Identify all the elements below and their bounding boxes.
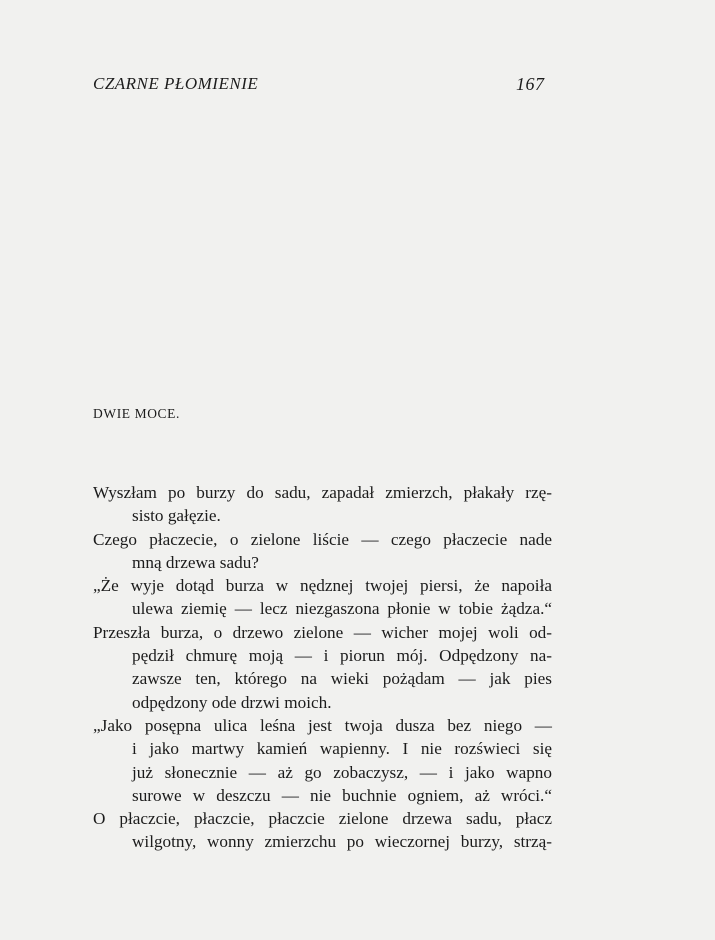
text-line: surowe w deszczu — nie buchnie ogniem, aż wróci.“: [132, 785, 552, 805]
running-header-title: CZARNE PŁOMIENIE: [93, 74, 259, 93]
page-number: 167: [516, 74, 545, 94]
text-line: i jako martwy kamień wapienny. I nie rozświeci się: [132, 739, 552, 759]
text-line: Przeszła burza, o drzewo zielone — wicher mojej woli od-: [93, 622, 552, 642]
text-line: wilgotny, wonny zmierzchu po wieczornej burzy, strzą-: [132, 832, 552, 852]
text-line: sisto gałęzie.: [132, 506, 221, 526]
text-line: „Jako posępna ulica leśna jest twoja dusza bez niego —: [93, 715, 552, 735]
text-line: mną drzewa sadu?: [132, 552, 259, 572]
text-line: Wyszłam po burzy do sadu, zapadał zmierzch, płakały rzę-: [93, 483, 552, 502]
text-line: zawsze ten, którego na wieki pożądam — jak pies: [132, 669, 552, 689]
poem-body: [93, 481, 552, 854]
text-line: pędził chmurę moją — i piorun mój. Odpędzony na-: [132, 646, 552, 666]
text-line: już słonecznie — aż go zobaczysz, — i jako wapno: [132, 762, 552, 782]
text-line: Czego płaczecie, o zielone liście — czego płaczecie nade: [93, 529, 552, 549]
section-title: DWIE MOCE.: [93, 406, 180, 421]
text-line: „Że wyje dotąd burza w nędznej twojej piersi, że napoiła: [93, 576, 552, 596]
text-line: O płaczcie, płaczcie, płaczcie zielone drzewa sadu, płacz: [93, 809, 552, 829]
text-line: odpędzony ode drzwi moich.: [132, 692, 332, 712]
text-line: ulewa ziemię — lecz niezgaszona płonie w tobie żądza.“: [132, 599, 552, 619]
